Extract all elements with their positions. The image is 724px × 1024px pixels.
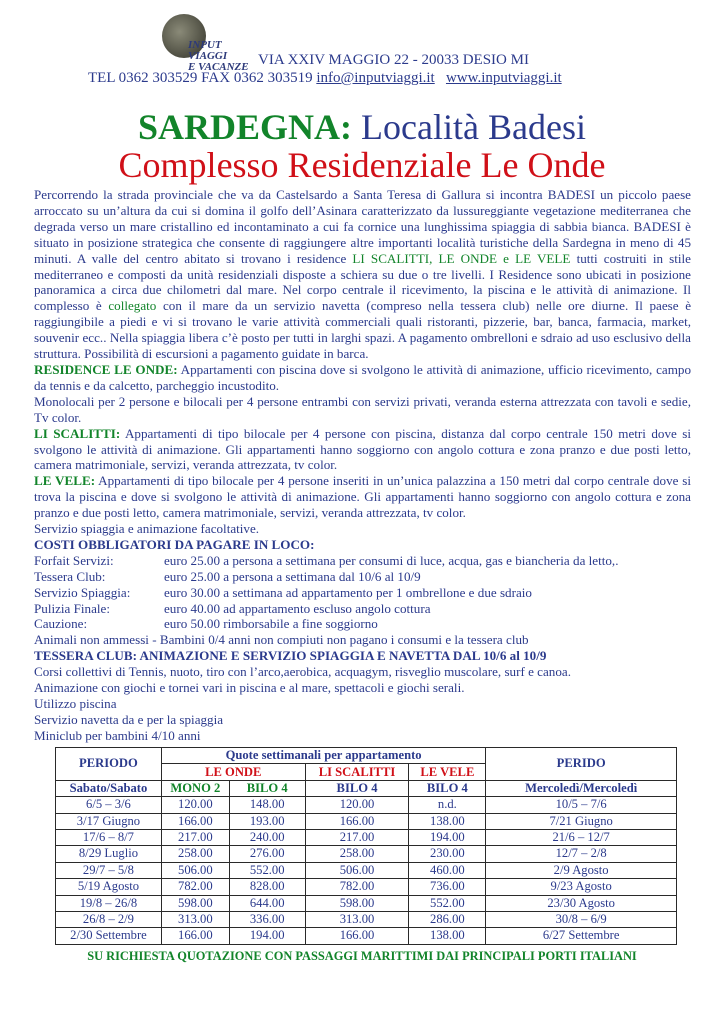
row-mono2: 258.00 [161, 846, 229, 862]
row-mono2: 782.00 [161, 879, 229, 895]
row-onde-bilo4: 552.00 [229, 862, 305, 878]
residence-onde-paragraph-2: Monolocali per 2 persone e bilocali per 4 persone entrambi con servizi privati, veranda esterna attrezzata con tavoli e sedie, Tv color. [34, 393, 691, 425]
phone-fax: TEL 0362 303529 FAX 0362 303519 [88, 70, 317, 86]
row-period: 3/17 Giugno [56, 813, 162, 829]
col-le-vele: LE VELE [409, 764, 486, 780]
row-vele-bilo4: 138.00 [409, 813, 486, 829]
club-line: Utilizzo piscina [34, 696, 117, 711]
row-onde-bilo4: 336.00 [229, 911, 305, 927]
price-table [55, 747, 677, 945]
row-onde-bilo4: 240.00 [229, 829, 305, 845]
row-mono2: 313.00 [161, 911, 229, 927]
club-line: Corsi collettivi di Tennis, nuoto, tiro con l’arco,aerobica, acquagym, risveglio muscolare, surf e canoa. [34, 664, 571, 680]
row-period-wed: 2/9 Agosto [486, 862, 677, 878]
col-le-onde: LE ONDE [161, 764, 305, 780]
region-title: SARDEGNA: [138, 107, 353, 147]
table-row [56, 895, 677, 911]
cost-row [34, 601, 691, 617]
col-onde-bilo4: BILO 4 [229, 780, 305, 796]
row-scalitti-bilo4: 598.00 [305, 895, 409, 911]
intro-paragraph [34, 187, 691, 362]
table-row [56, 797, 677, 813]
cost-value: euro 25.00 a persona a settimana dal 10/6 al 10/9 [164, 568, 421, 584]
row-scalitti-bilo4: 166.00 [305, 928, 409, 944]
row-mono2: 598.00 [161, 895, 229, 911]
row-mono2: 166.00 [161, 928, 229, 944]
company-address: VIA XXIV MAGGIO 22 - 20033 DESIO MI [258, 52, 529, 68]
cost-row [34, 585, 691, 601]
row-period-wed: 21/6 – 12/7 [486, 829, 677, 845]
costs-heading: COSTI OBBLIGATORI DA PAGARE IN LOCO: [34, 536, 315, 552]
page-title [0, 107, 724, 147]
table-subheader-row [56, 780, 677, 796]
col-sabato: Sabato/Sabato [56, 780, 162, 796]
row-scalitti-bilo4: 120.00 [305, 797, 409, 813]
row-period-wed: 9/23 Agosto [486, 879, 677, 895]
logo-text [188, 40, 258, 73]
residence-scalitti-paragraph [34, 426, 691, 474]
cost-value: euro 40.00 ad appartamento escluso angolo cottura [164, 600, 431, 616]
row-mono2: 120.00 [161, 797, 229, 813]
row-vele-bilo4: 460.00 [409, 862, 486, 878]
col-mono2: MONO 2 [161, 780, 229, 796]
row-period-wed: 10/5 – 7/6 [486, 797, 677, 813]
row-mono2: 217.00 [161, 829, 229, 845]
table-row [56, 911, 677, 927]
row-vele-bilo4: 552.00 [409, 895, 486, 911]
email-link[interactable]: info@inputviaggi.it [316, 70, 435, 86]
col-vele-bilo4: BILO 4 [409, 780, 486, 796]
residence-vele-paragraph [34, 473, 691, 521]
cost-row [34, 569, 691, 585]
row-onde-bilo4: 276.00 [229, 846, 305, 862]
document-body [34, 187, 691, 744]
footer-note: SU RICHIESTA QUOTAZIONE CON PASSAGGI MARITTIMI DAI PRINCIPALI PORTI ITALIANI [87, 949, 637, 963]
table-header-row [56, 748, 677, 764]
row-period: 8/29 Luglio [56, 846, 162, 862]
row-vele-bilo4: 286.00 [409, 911, 486, 927]
intro-text-2: tutti costruiti in stile mediterraneo e composti da unità residenziali disposte a schiera su due o tre livelli. I Residence sono ubicati in posizione panoramica a circa due chilometri dal mare. Nel corpo centrale il ricevimento, la piscina e le attività di animazione. Il complesso è [34, 250, 691, 314]
row-onde-bilo4: 644.00 [229, 895, 305, 911]
row-scalitti-bilo4: 313.00 [305, 911, 409, 927]
col-scalitti-bilo4: BILO 4 [305, 780, 409, 796]
row-onde-bilo4: 194.00 [229, 928, 305, 944]
animals-note: Animali non ammessi - Bambini 0/4 anni non compiuti non pagano i consumi e la tessera club [34, 632, 529, 648]
row-vele-bilo4: 230.00 [409, 846, 486, 862]
intro-text-1: Percorrendo la strada provinciale che va da Castelsardo a Santa Teresa di Gallura si incontra BADESI un piccolo paese arroccato su un’altura da cui si domina il golfo dell’Asinara caratterizzato da lussureggiante vegetazione mediterranea che degrada verso un mare cristallino ed incontaminato a cui fa cornice una lunghissima spiaggia di sabbia bianca. BADESI è situato in posizione strategica che consente di raggiungere altre importanti località turistiche della Sardegna in meno di 45 minuti. A valle del centro abitato si trovano i residence [34, 187, 691, 266]
row-onde-bilo4: 148.00 [229, 797, 305, 813]
cost-value: euro 50.00 rimborsabile a fine soggiorno [164, 616, 378, 632]
locality-title: Località Badesi [352, 107, 586, 147]
price-table-body [56, 797, 677, 945]
row-period-wed: 6/27 Settembre [486, 928, 677, 944]
col-quotes: Quote settimanali per appartamento [161, 748, 485, 764]
cost-value: euro 25.00 a persona a settimana per consumi di luce, acqua, gas e biancheria da letto,. [164, 552, 619, 568]
row-scalitti-bilo4: 782.00 [305, 879, 409, 895]
cost-label: Servizio Spiaggia: [34, 584, 131, 600]
row-scalitti-bilo4: 166.00 [305, 813, 409, 829]
residence-scalitti-text: Appartamenti di tipo bilocale per 4 persone con piscina, distanza dal corpo centrale 150 metri dove si svolgono le attività di animazione. Gli appartamenti hanno soggiorno con angolo cottura e zona pranzo e due posti letto, camera matrimoniale, servizi, veranda attrezzata, tv color. [34, 425, 691, 473]
club-line: Animazione con giochi e tornei vari in piscina e al mare, spettacoli e giochi serali. [34, 680, 465, 696]
col-period: PERIODO [56, 748, 162, 781]
table-row [56, 928, 677, 944]
row-mono2: 506.00 [161, 862, 229, 878]
row-vele-bilo4: n.d. [409, 797, 486, 813]
company-contacts [88, 70, 562, 87]
collegato-word: collegato [108, 298, 157, 314]
row-vele-bilo4: 138.00 [409, 928, 486, 944]
row-vele-bilo4: 736.00 [409, 879, 486, 895]
row-period: 29/7 – 5/8 [56, 862, 162, 878]
row-period: 6/5 – 3/6 [56, 797, 162, 813]
logo-text-line2: E VACANZE [188, 61, 249, 73]
table-row [56, 846, 677, 862]
row-period-wed: 23/30 Agosto [486, 895, 677, 911]
col-perido: PERIDO [486, 748, 677, 781]
letterhead [0, 0, 724, 100]
row-period: 17/6 – 8/7 [56, 829, 162, 845]
cost-row [34, 553, 691, 569]
residence-vele-text: Appartamenti di tipo bilocale per 4 persone inseriti in un’unica palazzina a 150 metri dal corpo centrale dove si trova la piscina e dove si svolgono le attività di animazione. Gli appartamenti hanno soggiorno con angolo cottura e zona pranzo e due posti letto, camera matrimoniale, servizi, veranda attrezzata, tv color. [34, 473, 691, 521]
club-line: Servizio navetta da e per la spiaggia [34, 711, 224, 727]
row-vele-bilo4: 194.00 [409, 829, 486, 845]
row-period: 26/8 – 2/9 [56, 911, 162, 927]
cost-label: Cauzione: [34, 616, 88, 632]
row-onde-bilo4: 828.00 [229, 879, 305, 895]
complex-title: Complesso Residenziale Le Onde [118, 145, 606, 185]
row-scalitti-bilo4: 506.00 [305, 862, 409, 878]
row-period: 5/19 Agosto [56, 879, 162, 895]
logo-text-line1: INPUT VIAGGI [188, 39, 228, 62]
residence-scalitti-label: LI SCALITTI: [34, 425, 121, 441]
table-row [56, 813, 677, 829]
club-heading: TESSERA CLUB: ANIMAZIONE E SERVIZIO SPIAGGIA E NAVETTA DAL 10/6 al 10/9 [34, 648, 547, 664]
row-onde-bilo4: 193.00 [229, 813, 305, 829]
club-line: Miniclub per bambini 4/10 anni [34, 727, 201, 743]
residence-names: LI SCALITTI, LE ONDE e LE VELE [352, 250, 571, 266]
cost-value: euro 30.00 a settimana ad appartamento per 1 ombrellone e due sdraio [164, 584, 532, 600]
table-row [56, 862, 677, 878]
residence-onde-paragraph [34, 362, 691, 394]
row-period-wed: 7/21 Giugno [486, 813, 677, 829]
residence-onde-text: Appartamenti con piscina dove si svolgono le attività di animazione, ufficio ricevimento, campo da tennis e da calcetto, parcheggio incustodito. [34, 361, 691, 393]
cost-label: Tessera Club: [34, 568, 106, 584]
row-period-wed: 30/8 – 6/9 [486, 911, 677, 927]
table-row [56, 879, 677, 895]
intro-text-3: con il mare da un servizio navetta (compreso nella tessera club) nelle ore diurne. Il paese è raggiungibile a piedi e vi si trovano le varie attività commerciali quali ristoranti, pizzerie, bar, banca, farmacia, market, souvenir ecc.. Nella spiaggia libera c’è posto per tutti in larghi spazi. A pagamento ombrelloni e sdraio ad uso esclusivo della struttura. Possibilità di escursioni a pagamento guidate in barca. [34, 298, 692, 362]
service-note: Servizio spiaggia e animazione facoltative. [34, 521, 260, 537]
table-row [56, 829, 677, 845]
row-period: 2/30 Settembre [56, 928, 162, 944]
row-scalitti-bilo4: 217.00 [305, 829, 409, 845]
cost-row [34, 616, 691, 632]
residence-onde-label: RESIDENCE LE ONDE: [34, 361, 178, 377]
cost-label: Pulizia Finale: [34, 600, 111, 616]
website-link[interactable]: www.inputviaggi.it [445, 70, 562, 86]
residence-vele-label: LE VELE: [34, 473, 96, 489]
cost-label: Forfait Servizi: [34, 552, 114, 568]
row-mono2: 166.00 [161, 813, 229, 829]
row-scalitti-bilo4: 258.00 [305, 846, 409, 862]
row-period-wed: 12/7 – 2/8 [486, 846, 677, 862]
col-mercoledi: Mercoledì/Mercoledì [486, 780, 677, 796]
row-period: 19/8 – 26/8 [56, 895, 162, 911]
company-logo [160, 12, 258, 74]
col-li-scalitti: LI SCALITTI [305, 764, 409, 780]
